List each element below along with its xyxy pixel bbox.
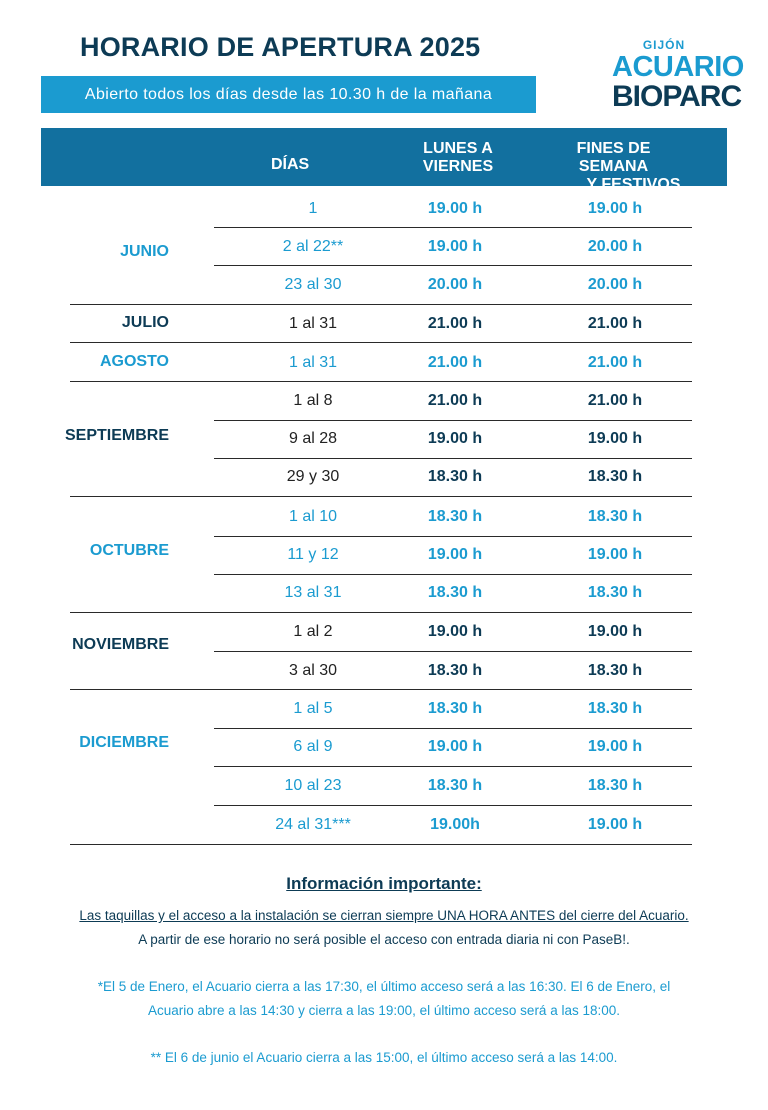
row-divider	[214, 805, 692, 806]
row-weekend-time: 18.30 h	[587, 662, 643, 679]
info-access-note	[40, 904, 728, 928]
row-divider	[214, 651, 692, 652]
row-dias: 24 al 31***	[275, 816, 351, 833]
row-dias: 1 al 5	[293, 700, 333, 717]
column-header-dias: DÍAS	[271, 156, 310, 173]
info-note-june: ** El 6 de junio el Acuario cierra a las 15:00, el último acceso será a las 14:00.	[150, 1050, 618, 1065]
row-weekend-time: 21.00 h	[587, 354, 643, 371]
row-weekend-time: 20.00 h	[587, 276, 643, 293]
table-row	[0, 498, 768, 536]
row-weekday-time: 21.00 h	[427, 354, 483, 371]
column-header-weekends-line1: FINES DE SEMANA	[576, 140, 651, 175]
row-weekend-time: 18.30 h	[587, 700, 643, 717]
table-row	[0, 382, 768, 420]
row-weekday-time: 18.30 h	[427, 584, 483, 601]
info-note-january-line1: *El 5 de Enero, el Acuario cierra a las 17:30, el último acceso será a las 16:30. El 6 de Enero, el	[97, 979, 671, 994]
table-row	[0, 728, 768, 766]
table-row	[0, 305, 768, 343]
row-weekend-time: 18.30 h	[587, 777, 643, 794]
row-divider	[214, 227, 692, 228]
row-weekday-time: 18.30 h	[427, 700, 483, 717]
table-row	[0, 536, 768, 574]
table-bottom-border	[70, 844, 692, 845]
row-divider	[214, 574, 692, 575]
row-weekday-time: 21.00 h	[427, 392, 483, 409]
row-dias: 3 al 30	[288, 662, 338, 679]
row-weekday-time: 19.00 h	[427, 200, 483, 217]
row-weekday-time: 19.00 h	[427, 430, 483, 447]
column-header-weekdays-line1: LUNES A	[423, 140, 493, 157]
column-header-weekdays	[403, 140, 513, 176]
month-divider	[70, 381, 692, 382]
row-weekday-time: 18.30 h	[427, 468, 483, 485]
month-agosto: AGOSTO	[99, 353, 169, 370]
logo-city: GIJÓN	[642, 38, 686, 52]
acuario-bioparc-logo	[612, 38, 744, 118]
table-row	[0, 767, 768, 805]
month-divider	[70, 304, 692, 305]
row-weekend-time: 19.00 h	[587, 738, 643, 755]
row-divider	[214, 420, 692, 421]
row-weekday-time: 19.00 h	[427, 238, 483, 255]
row-dias: 1 al 2	[293, 623, 333, 640]
table-row	[0, 574, 768, 612]
row-dias: 2 al 22**	[282, 238, 344, 255]
row-dias: 1 al 31	[288, 315, 338, 332]
row-dias: 1 al 8	[293, 392, 333, 409]
column-header-weekdays-line2: VIERNES	[422, 158, 494, 175]
month-diciembre: DICIEMBRE	[79, 734, 169, 751]
opening-banner: Abierto todos los días desde las 10.30 h de la mañana	[41, 76, 536, 113]
month-divider	[70, 689, 692, 690]
month-divider	[70, 342, 692, 343]
row-weekend-time: 19.00 h	[587, 816, 643, 833]
month-septiembre: SEPTIEMBRE	[64, 427, 169, 444]
month-junio: JUNIO	[120, 243, 169, 260]
row-divider	[214, 265, 692, 266]
table-header	[41, 128, 727, 193]
row-weekday-time: 19.00 h	[427, 546, 483, 563]
month-julio: JULIO	[121, 314, 169, 331]
row-dias: 9 al 28	[288, 430, 338, 447]
row-dias: 11 y 12	[287, 546, 339, 563]
row-weekday-time: 18.30 h	[427, 508, 483, 525]
table-row	[0, 344, 768, 382]
row-weekday-time: 18.30 h	[427, 777, 483, 794]
row-divider	[214, 766, 692, 767]
row-weekend-time: 21.00 h	[587, 392, 643, 409]
logo-bioparc: BIOPARC	[612, 80, 742, 113]
column-header-weekends	[541, 140, 686, 194]
row-weekday-time: 20.00 h	[427, 276, 483, 293]
row-weekday-time: 19.00 h	[427, 738, 483, 755]
info-title: Información importante:	[286, 874, 482, 893]
table-row	[0, 652, 768, 690]
table-row	[0, 266, 768, 304]
row-dias: 10 al 23	[284, 777, 342, 794]
column-header-weekends-line2: Y FESTIVOS	[586, 176, 681, 193]
row-dias: 23 al 30	[284, 276, 342, 293]
row-weekend-time: 19.00 h	[587, 200, 643, 217]
page-title: HORARIO DE APERTURA 2025	[80, 32, 481, 62]
row-dias: 1	[308, 200, 318, 217]
row-dias: 29 y 30	[286, 468, 340, 485]
table-row	[0, 190, 768, 228]
row-weekend-time: 19.00 h	[587, 430, 643, 447]
row-weekend-time: 18.30 h	[587, 584, 643, 601]
row-divider	[214, 458, 692, 459]
table-row	[0, 806, 768, 844]
month-divider	[70, 496, 692, 497]
row-weekend-time: 20.00 h	[587, 238, 643, 255]
info-note-january-line2: Acuario abre a las 14:30 y cierra a las 19:00, el último acceso será a las 18:00.	[147, 1003, 620, 1018]
info-access-line2: A partir de ese horario no será posible el acceso con entrada diaria ni con PaseB!.	[138, 932, 630, 947]
row-dias: 1 al 10	[288, 508, 338, 525]
row-weekend-time: 19.00 h	[587, 546, 643, 563]
month-divider	[70, 612, 692, 613]
row-weekday-time: 19.00h	[430, 816, 480, 833]
table-row	[0, 228, 768, 266]
table-row	[0, 420, 768, 458]
row-weekend-time: 18.30 h	[587, 508, 643, 525]
row-dias: 13 al 31	[284, 584, 342, 601]
info-access-line1: Las taquillas y el acceso a la instalación se cierran siempre UNA HORA ANTES del cierre del Acuario.	[79, 908, 689, 923]
row-weekday-time: 18.30 h	[427, 662, 483, 679]
row-weekend-time: 18.30 h	[587, 468, 643, 485]
row-weekend-time: 21.00 h	[587, 315, 643, 332]
row-divider	[214, 536, 692, 537]
table-row	[0, 613, 768, 651]
row-dias: 1 al 31	[288, 354, 338, 371]
row-weekend-time: 19.00 h	[587, 623, 643, 640]
row-weekday-time: 19.00 h	[427, 623, 483, 640]
month-octubre: OCTUBRE	[89, 542, 169, 559]
month-noviembre: NOVIEMBRE	[72, 636, 169, 653]
table-row	[0, 690, 768, 728]
row-weekday-time: 21.00 h	[427, 315, 483, 332]
table-row	[0, 458, 768, 496]
row-divider	[214, 728, 692, 729]
row-dias: 6 al 9	[293, 738, 333, 755]
logo-acuario: ACUARIO	[612, 51, 744, 83]
